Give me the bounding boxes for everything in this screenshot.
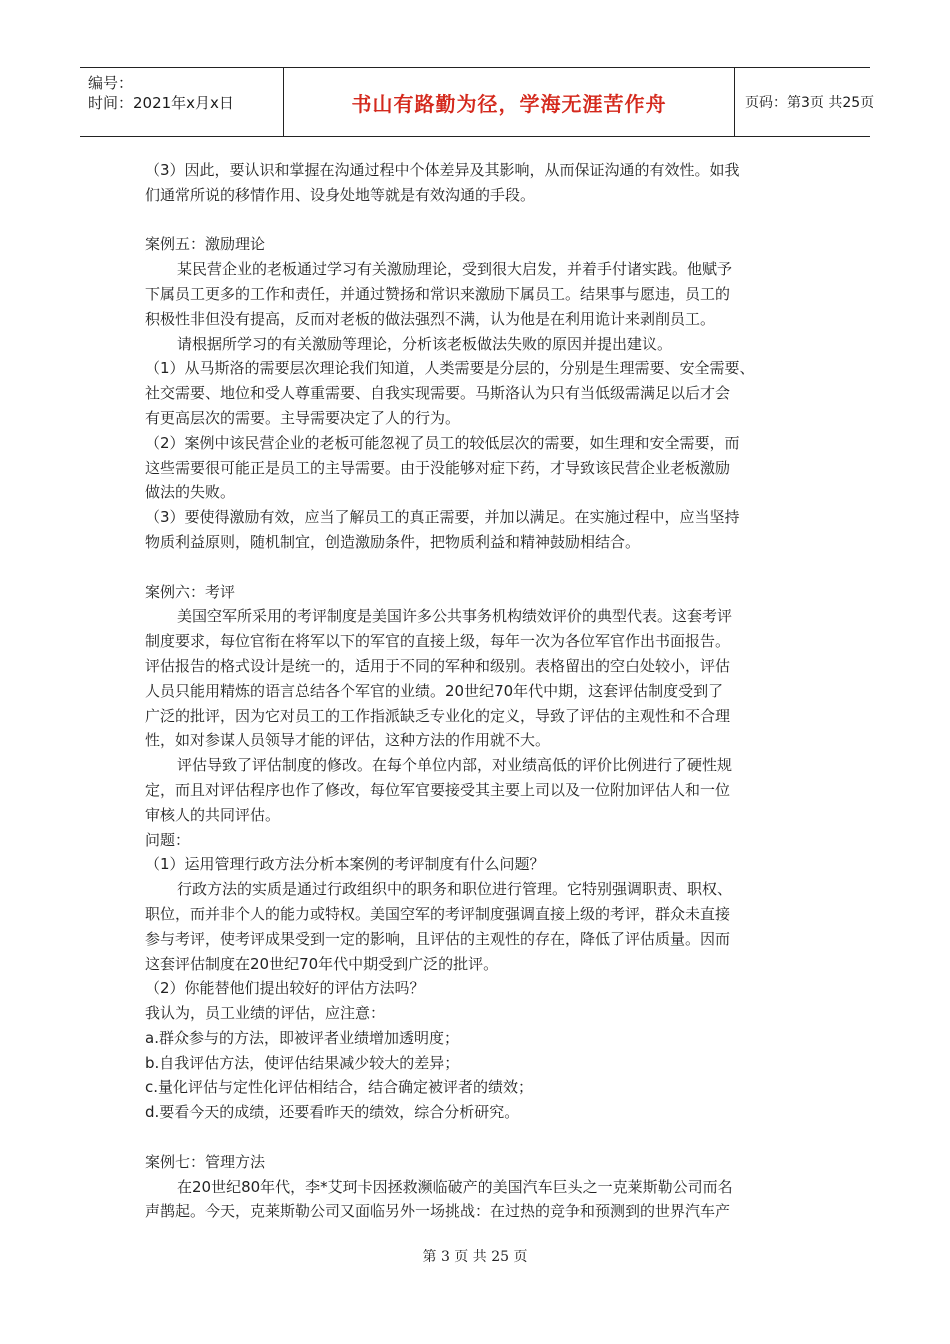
body-line: 做法的失败。 bbox=[145, 483, 236, 502]
body-line: 制度要求，每位官衔在将军以下的军官的直接上级，每年一次为各位军官作出书面报告。 bbox=[145, 632, 731, 651]
body-line: （1）从马斯洛的需要层次理论我们知道，人类需要是分层的，分别是生理需要、安全需要、 bbox=[145, 359, 755, 378]
header-page-cell bbox=[735, 68, 875, 136]
document-date-label: 时间：2021年x月x日 bbox=[88, 94, 234, 112]
body-line: 评估导致了评估制度的修改。在每个单位内部，对业绩高低的评价比例进行了硬性规 bbox=[177, 756, 733, 775]
body-line: 社交需要、地位和受人尊重需要、自我实现需要。马斯洛认为只有当低级需满足以后才会 bbox=[145, 384, 731, 403]
body-line: （3）因此，要认识和掌握在沟通过程中个体差异及其影响，从而保证沟通的有效性。如我 bbox=[145, 161, 740, 179]
body-line: 案例六：考评 bbox=[145, 582, 236, 601]
document-body bbox=[145, 158, 815, 1224]
body-line: 这套评估制度在20世纪70年代中期受到广泛的批评。 bbox=[145, 954, 499, 973]
header-motto-cell bbox=[284, 68, 735, 136]
blank-line bbox=[145, 208, 815, 233]
body-line: （2）你能替他们提出较好的评估方法吗？ bbox=[145, 979, 425, 998]
body-line: 有更高层次的需要。主导需要决定了人的行为。 bbox=[145, 408, 461, 427]
body-line: 问题： bbox=[145, 830, 191, 849]
blank-line bbox=[145, 555, 815, 580]
body-line: （3）要使得激励有效，应当了解员工的真正需要，并加以满足。在实施过程中，应当坚持 bbox=[145, 508, 740, 527]
header-page-code: 页码：第3页 共25页 bbox=[745, 95, 875, 111]
body-line: （1）运用管理行政方法分析本案例的考评制度有什么问题？ bbox=[145, 855, 545, 874]
body-line: 在20世纪80年代，李*艾珂卡因拯救濒临破产的美国汽车巨头之一克莱斯勒公司而名 bbox=[177, 1177, 733, 1196]
body-line: 广泛的批评，因为它对员工的工作指派缺乏专业化的定义，导致了评估的主观性和不合理 bbox=[145, 706, 731, 725]
body-line: 下属员工更多的工作和责任，并通过赞扬和常识来激励下属员工。结果事与愿违，员工的 bbox=[145, 284, 731, 303]
page-footer: 第 3 页 共 25 页 bbox=[422, 1249, 528, 1265]
body-line: 美国空军所采用的考评制度是美国许多公共事务机构绩效评价的典型代表。这套考评 bbox=[177, 607, 733, 626]
body-line: 评估报告的格式设计是统一的，适用于不同的军种和级别。表格留出的空白处较小，评估 bbox=[145, 656, 731, 675]
body-line: c.量化评估与定性化评估相结合，结合确定被评者的绩效； bbox=[145, 1078, 534, 1097]
body-line: （2）案例中该民营企业的老板可能忽视了员工的较低层次的需要，如生理和安全需要，而 bbox=[145, 433, 740, 452]
body-line: 定，而且对评估程序也作了修改，每位军官要接受其主要上司以及一位附加评估人和一位 bbox=[145, 780, 731, 799]
body-line: 性，如对参谋人员领导才能的评估，这种方法的作用就不大。 bbox=[145, 731, 551, 750]
body-line: 们通常所说的移情作用、设身处地等就是有效沟通的手段。 bbox=[145, 185, 536, 204]
blank-line bbox=[145, 1125, 815, 1150]
body-line: 声鹊起。今天，克莱斯勒公司又面临另外一场挑战：在过热的竞争和预测到的世界汽车产 bbox=[145, 1202, 731, 1221]
body-line: 某民营企业的老板通过学习有关激励理论，受到很大启发，并着手付诸实践。他赋予 bbox=[177, 260, 733, 279]
body-line: 案例五：激励理论 bbox=[145, 235, 266, 254]
body-line: 职位，而并非个人的能力或特权。美国空军的考评制度强调直接上级的考评，群众未直接 bbox=[145, 904, 731, 923]
body-line: b.自我评估方法，使评估结果减少较大的差异； bbox=[145, 1053, 460, 1072]
body-line: a.群众参与的方法，即被评者业绩增加透明度； bbox=[145, 1028, 459, 1047]
body-line: 人员只能用精炼的语言总结各个军官的业绩。20世纪70年代中期，这套评估制度受到了 bbox=[145, 681, 724, 700]
body-line: 这些需要很可能正是员工的主导需要。由于没能够对症下药，才导致该民营企业老板激励 bbox=[145, 458, 731, 477]
body-line: 审核人的共同评估。 bbox=[145, 805, 281, 824]
page-header bbox=[80, 67, 875, 137]
body-line: 案例七：管理方法 bbox=[145, 1152, 266, 1171]
header-motto: 书山有路勤为径，学海无涯苦作舟 bbox=[351, 91, 667, 116]
body-line: 请根据所学习的有关激励等理论，分析该老板做法失败的原因并提出建议。 bbox=[177, 334, 673, 353]
body-line: 我认为，员工业绩的评估，应注意： bbox=[145, 1004, 386, 1023]
body-line: 行政方法的实质是通过行政组织中的职务和职位进行管理。它特别强调职责、职权、 bbox=[177, 880, 733, 899]
body-line: 物质利益原则，随机制宜，创造激励条件，把物质利益和精神鼓励相结合。 bbox=[145, 532, 641, 551]
document-number-label: 编号： bbox=[88, 74, 134, 92]
body-line: d.要看今天的成绩，还要看昨天的绩效，综合分析研究。 bbox=[145, 1103, 520, 1122]
body-line: 参与考评，使考评成果受到一定的影响，且评估的主观性的存在，降低了评估质量。因而 bbox=[145, 929, 731, 948]
header-info-cell bbox=[80, 68, 284, 136]
body-line: 积极性非但没有提高，反而对老板的做法强烈不满，认为他是在利用诡计来剥削员工。 bbox=[145, 309, 716, 328]
